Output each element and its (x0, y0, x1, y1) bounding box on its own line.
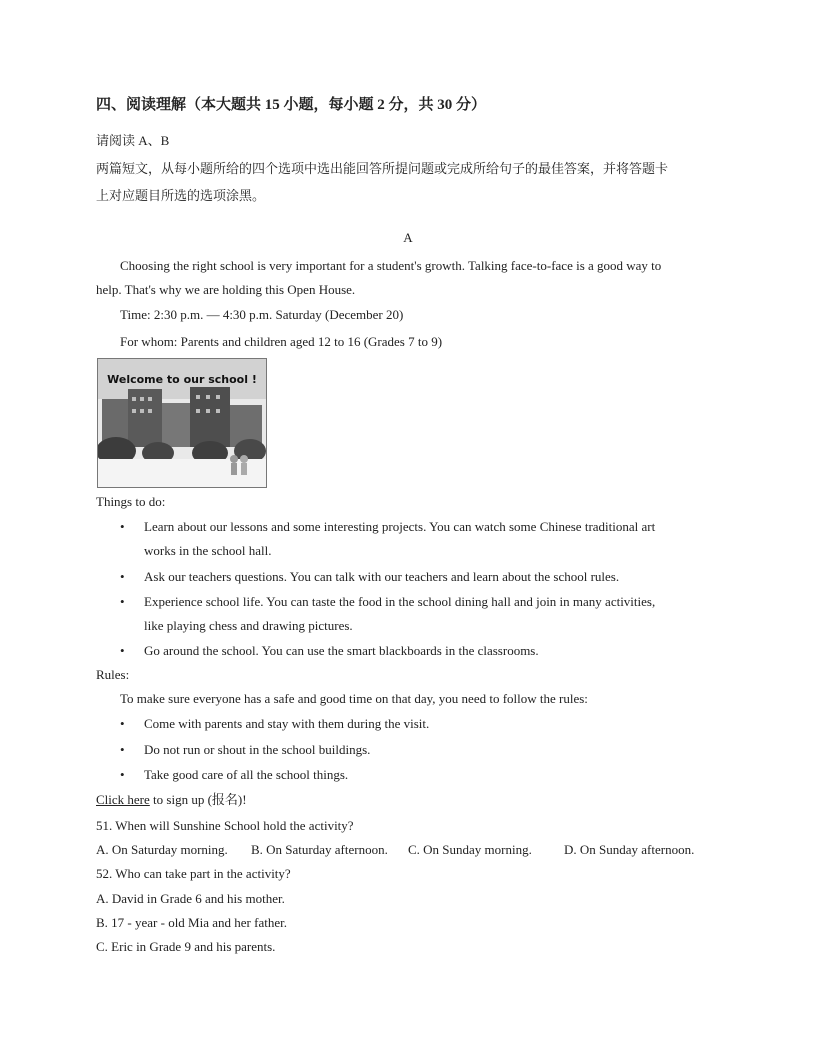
rule-item: Take good care of all the school things. (144, 767, 349, 782)
section-title: 四、阅读理解（本大题共 15 小题，每小题 2 分，共 30 分） (96, 97, 487, 113)
question-stem: 52. Who can take part in the activity? (96, 866, 291, 881)
bullet-icon: • (120, 716, 125, 731)
question-option: C. On Sunday morning. (408, 842, 532, 857)
school-photo (97, 358, 267, 488)
event-audience: For whom: Parents and children aged 12 to 16 (Grades 7 to 9) (120, 334, 443, 349)
bullet-icon: • (120, 519, 125, 534)
intro-line: help. That's why we are holding this Open House. (96, 282, 356, 297)
bullet-icon: • (120, 569, 125, 584)
signup-line (96, 792, 247, 808)
event-time: Time: 2:30 p.m. — 4:30 p.m. Saturday (December 20) (120, 307, 404, 322)
thing-item: Experience school life. You can taste the food in the school dining hall and join in many activities, (144, 594, 656, 609)
signup-text: to sign up (报名)! (149, 792, 247, 807)
thing-item-cont: like playing chess and drawing pictures. (144, 618, 353, 633)
instruction-line: 两篇短文，从每小题所给的四个选项中选出能回答所提问题或完成所给句子的最佳答案，并将答题卡 (96, 161, 669, 176)
thing-item: Ask our teachers questions. You can talk with our teachers and learn about the school rules. (144, 569, 620, 584)
question-option: B. 17 - year - old Mia and her father. (96, 915, 287, 930)
question-option: C. Eric in Grade 9 and his parents. (96, 939, 276, 954)
thing-item: Go around the school. You can use the smart blackboards in the classrooms. (144, 643, 539, 658)
rule-item: Do not run or shout in the school buildings. (144, 742, 371, 757)
question-stem: 51. When will Sunshine School hold the activity? (96, 818, 354, 833)
intro-line: Choosing the right school is very important for a student's growth. Talking face-to-face is a good way to (120, 258, 662, 273)
question-option: B. On Saturday afternoon. (251, 842, 388, 857)
passage-label: A (403, 230, 413, 245)
instruction-line: 上对应题目所选的选项涂黑。 (96, 188, 266, 203)
question-option: A. David in Grade 6 and his mother. (96, 891, 285, 906)
photo-caption: Welcome to our school ! (107, 373, 257, 386)
question-option: D. On Sunday afternoon. (564, 842, 695, 857)
rules-intro: To make sure everyone has a safe and good time on that day, you need to follow the rules: (120, 691, 588, 706)
bullet-icon: • (120, 742, 125, 757)
bullet-icon: • (120, 643, 125, 658)
instruction-line: 请阅读 A、B (96, 133, 170, 148)
signup-link[interactable]: Click here (96, 792, 150, 807)
thing-item-cont: works in the school hall. (144, 543, 272, 558)
rule-item: Come with parents and stay with them during the visit. (144, 716, 430, 731)
things-title: Things to do: (96, 494, 166, 509)
bullet-icon: • (120, 767, 125, 782)
bullet-icon: • (120, 594, 125, 609)
rules-title: Rules: (96, 667, 130, 682)
question-option: A. On Saturday morning. (96, 842, 228, 857)
thing-item: Learn about our lessons and some interesting projects. You can watch some Chinese traditional art (144, 519, 656, 534)
